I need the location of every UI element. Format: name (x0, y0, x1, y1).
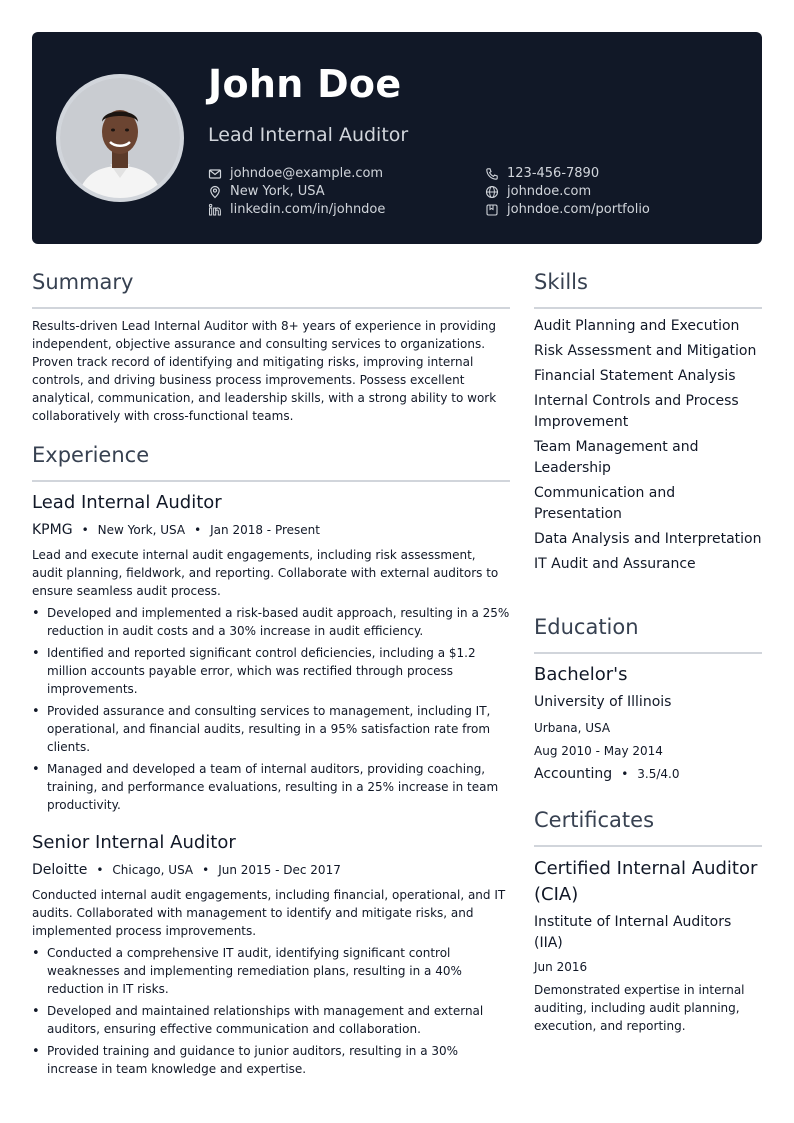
education-location: Urbana, USA (534, 721, 611, 735)
achievement-item: • Developed and maintained relationships with management and external auditors, ensuring effective communication and collaboration. (32, 1002, 510, 1038)
job-location: Chicago, USA (112, 863, 194, 877)
map-pin-icon (208, 185, 222, 199)
linkedin-icon (208, 203, 222, 217)
achievement-item: • Identified and reported significant control deficiencies, including a $1.2 million accounts payable error, which was rectified through process improvements. (32, 644, 510, 698)
candidate-title: Lead Internal Auditor (208, 124, 409, 146)
skill-item: Risk Assessment and Mitigation (534, 343, 757, 359)
education-degree: Bachelor's (534, 664, 628, 685)
certificate-issuer: Institute of Internal Auditors (IIA) (534, 914, 732, 951)
certificates-divider (534, 845, 762, 847)
skill-item: Data Analysis and Interpretation (534, 531, 762, 547)
job-company: KPMG (32, 522, 73, 538)
location-text: New York, USA (230, 184, 325, 199)
job-title: Senior Internal Auditor (32, 832, 236, 853)
job-achievements (32, 944, 510, 1082)
skill-item: Team Management and Leadership (534, 439, 699, 476)
achievement-item: • Conducted a comprehensive IT audit, identifying significant control weaknesses and implementing remediation plans, resulting in a 40% reduction in IT risks. (32, 944, 510, 998)
job-meta (32, 862, 341, 878)
education-gpa: 3.5/4.0 (637, 767, 680, 781)
achievement-item: • Provided training and guidance to junior auditors, resulting in a 30% increase in team knowledge and expertise. (32, 1042, 510, 1078)
skills-divider (534, 307, 762, 309)
education-field-gpa (534, 766, 679, 782)
education-field: Accounting (534, 766, 613, 782)
education-school: University of Illinois (534, 694, 672, 710)
education-dates: Aug 2010 - May 2014 (534, 744, 663, 758)
email-text: johndoe@example.com (230, 166, 384, 181)
certificate-date: Jun 2016 (534, 960, 588, 974)
portfolio-icon (485, 203, 499, 217)
skill-item: Audit Planning and Execution (534, 318, 740, 334)
mail-icon (208, 167, 222, 181)
separator-dot: • (621, 767, 629, 781)
contact-linkedin[interactable] (208, 202, 385, 217)
education-heading: Education (534, 615, 639, 639)
skill-item: IT Audit and Assurance (534, 556, 696, 572)
certificate-description: Demonstrated expertise in internal auditing, including audit planning, execution, and reporting. (534, 983, 745, 1033)
skills-heading: Skills (534, 270, 588, 294)
achievement-item: • Managed and developed a team of internal auditors, providing coaching, training, and performance evaluations, resulting in a 25% increase in team productivity. (32, 760, 510, 814)
skill-item: Financial Statement Analysis (534, 368, 736, 384)
profile-photo (56, 74, 184, 202)
job-achievements (32, 604, 510, 818)
achievement-item: • Developed and implemented a risk-based audit approach, resulting in a 25% reduction in audit costs and a 30% increase in audit efficiency. (32, 604, 510, 640)
linkedin-text: linkedin.com/in/johndoe (230, 202, 386, 217)
achievement-item: • Provided assurance and consulting services to management, including IT, operational, and financial audits, resulting in a 95% satisfaction rate from clients. (32, 702, 510, 756)
contact-portfolio[interactable] (485, 202, 650, 217)
job-description: Conducted internal audit engagements, including financial, operational, and IT audits. Collaborated with management to identify and mitigate risks, and implemented process improvements. (32, 888, 506, 938)
contact-phone[interactable] (485, 166, 599, 181)
experience-heading: Experience (32, 443, 150, 467)
certificate-name: Certified Internal Auditor (CIA) (534, 858, 758, 905)
person-portrait-icon (60, 78, 180, 198)
experience-divider (32, 480, 510, 482)
phone-icon (485, 167, 499, 181)
resume-header (32, 32, 762, 244)
skills-list (534, 316, 762, 579)
phone-text: 123-456-7890 (507, 166, 600, 181)
separator-dot: • (202, 863, 210, 877)
separator-dot: • (96, 863, 104, 877)
summary-text: Results-driven Lead Internal Auditor with 8+ years of experience in providing independent, objective assurance and consulting services to organizations. Proven track record of identifying and mitigating risks, improving internal controls, and driving business process improvements. Possess excellent analytical, communication, and leadership skills, with a strong ability to work collaboratively with cross-functional teams. (32, 319, 497, 423)
job-meta (32, 522, 320, 538)
globe-icon (485, 185, 499, 199)
job-dates: Jan 2018 - Present (210, 523, 320, 537)
separator-dot: • (81, 523, 89, 537)
education-divider (534, 652, 762, 654)
skill-item: Internal Controls and Process Improvement (534, 393, 739, 430)
certificates-heading: Certificates (534, 808, 655, 832)
job-company: Deloitte (32, 862, 88, 878)
contact-email[interactable] (208, 166, 383, 181)
summary-divider (32, 307, 510, 309)
contact-location (208, 184, 325, 199)
separator-dot: • (194, 523, 202, 537)
job-location: New York, USA (97, 523, 186, 537)
job-description: Lead and execute internal audit engagements, including risk assessment, audit planning, fieldwork, and reporting. Collaborate with external auditors to ensure seamless audit process. (32, 548, 499, 598)
job-dates: Jun 2015 - Dec 2017 (218, 863, 341, 877)
candidate-name: John Doe (208, 62, 402, 106)
website-text: johndoe.com (507, 184, 592, 199)
job-title: Lead Internal Auditor (32, 492, 222, 513)
summary-heading: Summary (32, 270, 134, 294)
skill-item: Communication and Presentation (534, 485, 676, 522)
portfolio-text: johndoe.com/portfolio (507, 202, 650, 217)
contact-website[interactable] (485, 184, 591, 199)
